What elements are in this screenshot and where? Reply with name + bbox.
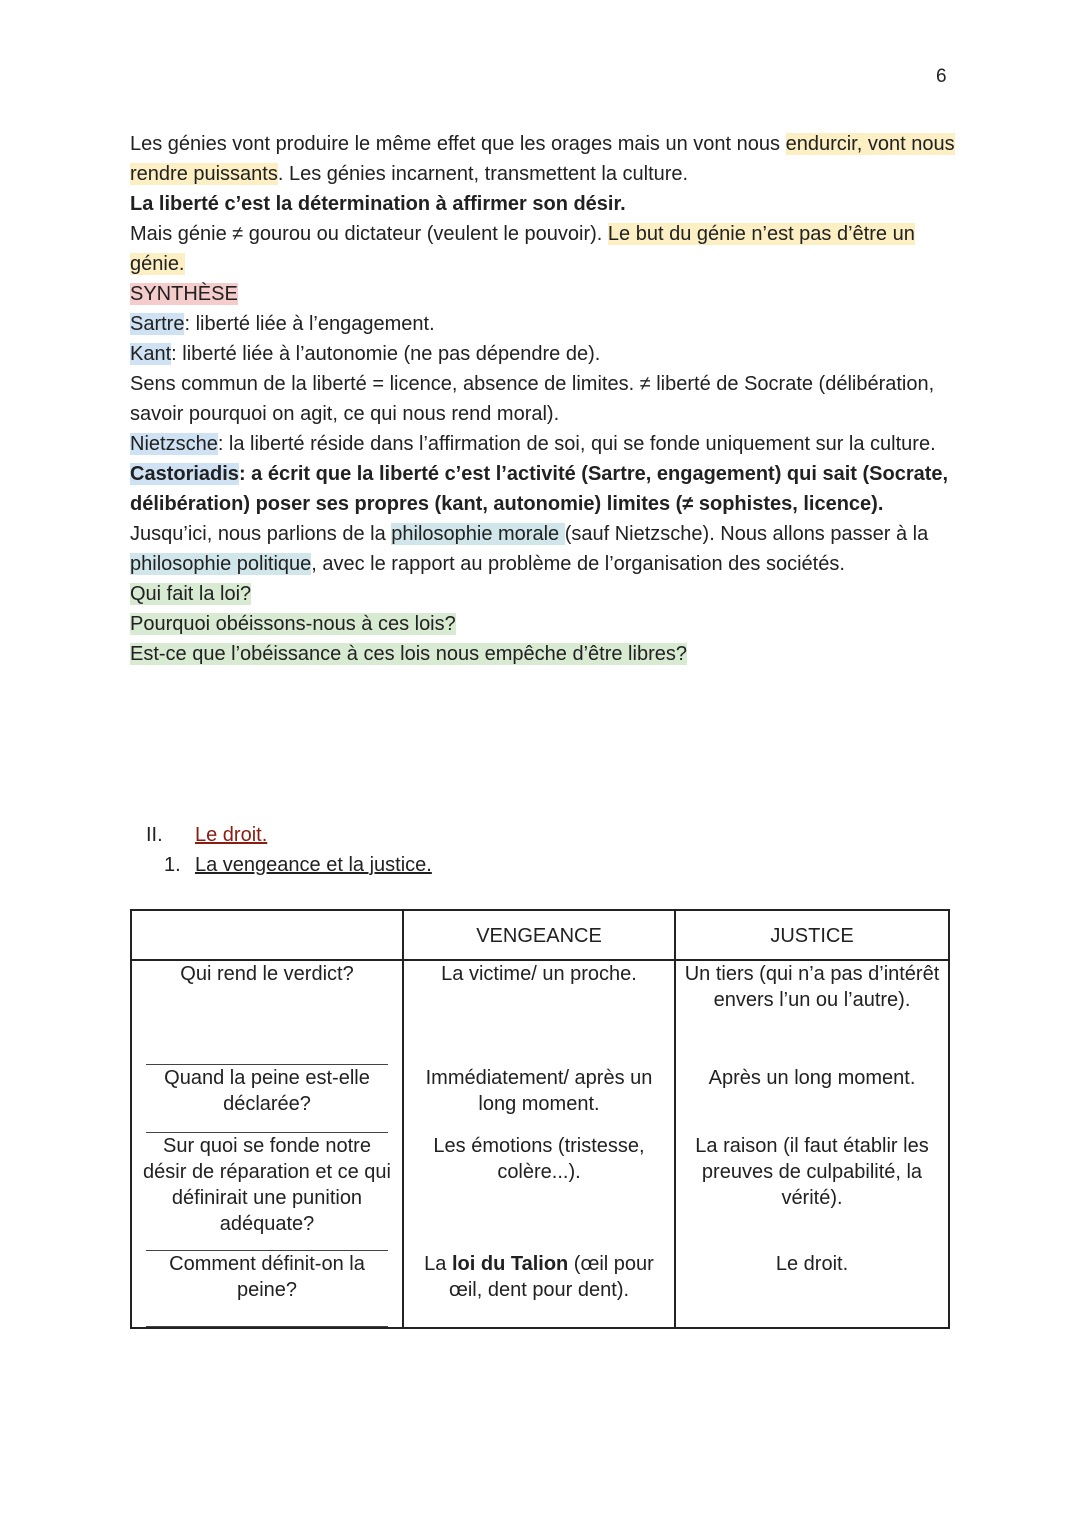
body-text xyxy=(130,129,960,669)
paragraph-sartre xyxy=(130,309,960,339)
cell-vengeance xyxy=(403,1251,675,1328)
text-span: . Les génies incarnent, transmettent la culture. xyxy=(277,163,689,185)
loi-du-talion: loi du Talion xyxy=(451,1253,569,1275)
text-span: : liberté liée à l’engagement. xyxy=(184,313,435,335)
paragraph-kant xyxy=(130,339,960,369)
table-header-row xyxy=(131,910,949,960)
highlight-philosophie-morale: philosophie morale xyxy=(391,523,565,545)
paragraph-castoriadis xyxy=(130,459,960,519)
row-question xyxy=(131,1251,403,1328)
cell-vengeance: La victime/ un proche. xyxy=(403,960,675,1065)
synthese-label: SYNTHÈSE xyxy=(130,283,238,305)
synthese-heading xyxy=(130,279,960,309)
header-justice: JUSTICE xyxy=(675,910,949,960)
row-question xyxy=(131,960,403,1065)
row-question xyxy=(131,1065,403,1133)
question-text: Est-ce que l’obéissance à ces lois nous empêche d’être libres? xyxy=(130,643,687,665)
cell-justice: Un tiers (qui n’a pas d’intérêt envers l’un ou l’autre). xyxy=(675,960,949,1065)
text-span: : la liberté réside dans l’affirmation de soi, qui se fonde uniquement sur la culture. xyxy=(217,433,936,455)
highlight-endurcir: endurcir, vont nous rendre puissants xyxy=(130,133,955,185)
paragraph-nietzsche xyxy=(130,429,960,459)
question-1 xyxy=(130,579,960,609)
page-number: 6 xyxy=(936,66,947,87)
section-number: II. xyxy=(146,824,163,846)
paragraph-genies xyxy=(130,129,960,189)
comparison-table xyxy=(130,909,950,1329)
paragraph-jusquici xyxy=(130,519,960,579)
text-span: La xyxy=(424,1253,452,1275)
cell-justice: La raison (il faut établir les preuves de culpabilité, la vérité). xyxy=(675,1133,949,1251)
text-span: Jusqu’ici, nous parlions de la xyxy=(130,523,392,545)
cell-justice: Après un long moment. xyxy=(675,1065,949,1133)
subsection-title: La vengeance et la justice. xyxy=(195,854,432,876)
header-vengeance: VENGEANCE xyxy=(403,910,675,960)
text-span: Les génies vont produire le même effet que les orages mais un vont nous xyxy=(130,133,786,155)
highlight-but-genie: Le but du génie n’est pas d’être un génie. xyxy=(130,223,915,275)
question-text: Pourquoi obéissons-nous à ces lois? xyxy=(130,613,456,635)
paragraph-liberte-determination: La liberté c’est la détermination à affirmer son désir. xyxy=(130,193,626,215)
table-row xyxy=(131,1065,949,1133)
section-title: Le droit. xyxy=(195,824,268,846)
paragraph-sens-commun: Sens commun de la liberté = licence, absence de limites. ≠ liberté de Socrate (délibération, savoir pourquoi on agit, ce qui nous rend moral). xyxy=(130,373,935,425)
name-sartre: Sartre xyxy=(130,313,185,335)
table-row xyxy=(131,1251,949,1328)
cell-justice: Le droit. xyxy=(675,1251,949,1328)
name-kant: Kant xyxy=(130,343,172,365)
highlight-philosophie-politique: philosophie politique xyxy=(130,553,312,575)
name-nietzsche: Nietzsche xyxy=(130,433,218,455)
question-2 xyxy=(130,609,960,639)
table-row xyxy=(131,1133,949,1251)
cell-vengeance: Les émotions (tristesse, colère...). xyxy=(403,1133,675,1251)
section-heading xyxy=(146,820,267,850)
question-text: Sur quoi se fonde notre désir de réparation et ce qui définirait une punition adéquate? xyxy=(143,1135,391,1235)
subsection-number: 1. xyxy=(164,854,181,876)
text-span: : liberté liée à l’autonomie (ne pas dépendre de). xyxy=(171,343,601,365)
text-span: Mais génie ≠ gourou ou dictateur (veulent le pouvoir). xyxy=(130,223,608,245)
text-span: , avec le rapport au problème de l’organisation des sociétés. xyxy=(311,553,845,575)
text-span: (sauf Nietzsche). Nous allons passer à la xyxy=(564,523,929,545)
divider xyxy=(146,1326,388,1327)
text-span: (œil pour œil, dent pour dent). xyxy=(448,1253,654,1301)
paragraph-genie-gourou xyxy=(130,219,960,279)
question-text: Qui fait la loi? xyxy=(130,583,252,605)
table-row xyxy=(131,960,949,1065)
text-span: : a écrit que la liberté c’est l’activité (Sartre, engagement) qui sait (Socrate, délibération) poser ses propres (kant, autonomie) limites (≠ sophistes, licence). xyxy=(130,463,949,515)
header-empty xyxy=(131,910,403,960)
question-3 xyxy=(130,639,960,669)
cell-vengeance: Immédiatement/ après un long moment. xyxy=(403,1065,675,1133)
row-question xyxy=(131,1133,403,1251)
question-text: Qui rend le verdict? xyxy=(180,963,354,985)
subsection-heading xyxy=(164,850,432,880)
name-castoriadis: Castoriadis xyxy=(130,463,239,485)
question-text: Comment définit-on la peine? xyxy=(169,1253,365,1301)
question-text: Quand la peine est-elle déclarée? xyxy=(164,1067,370,1115)
